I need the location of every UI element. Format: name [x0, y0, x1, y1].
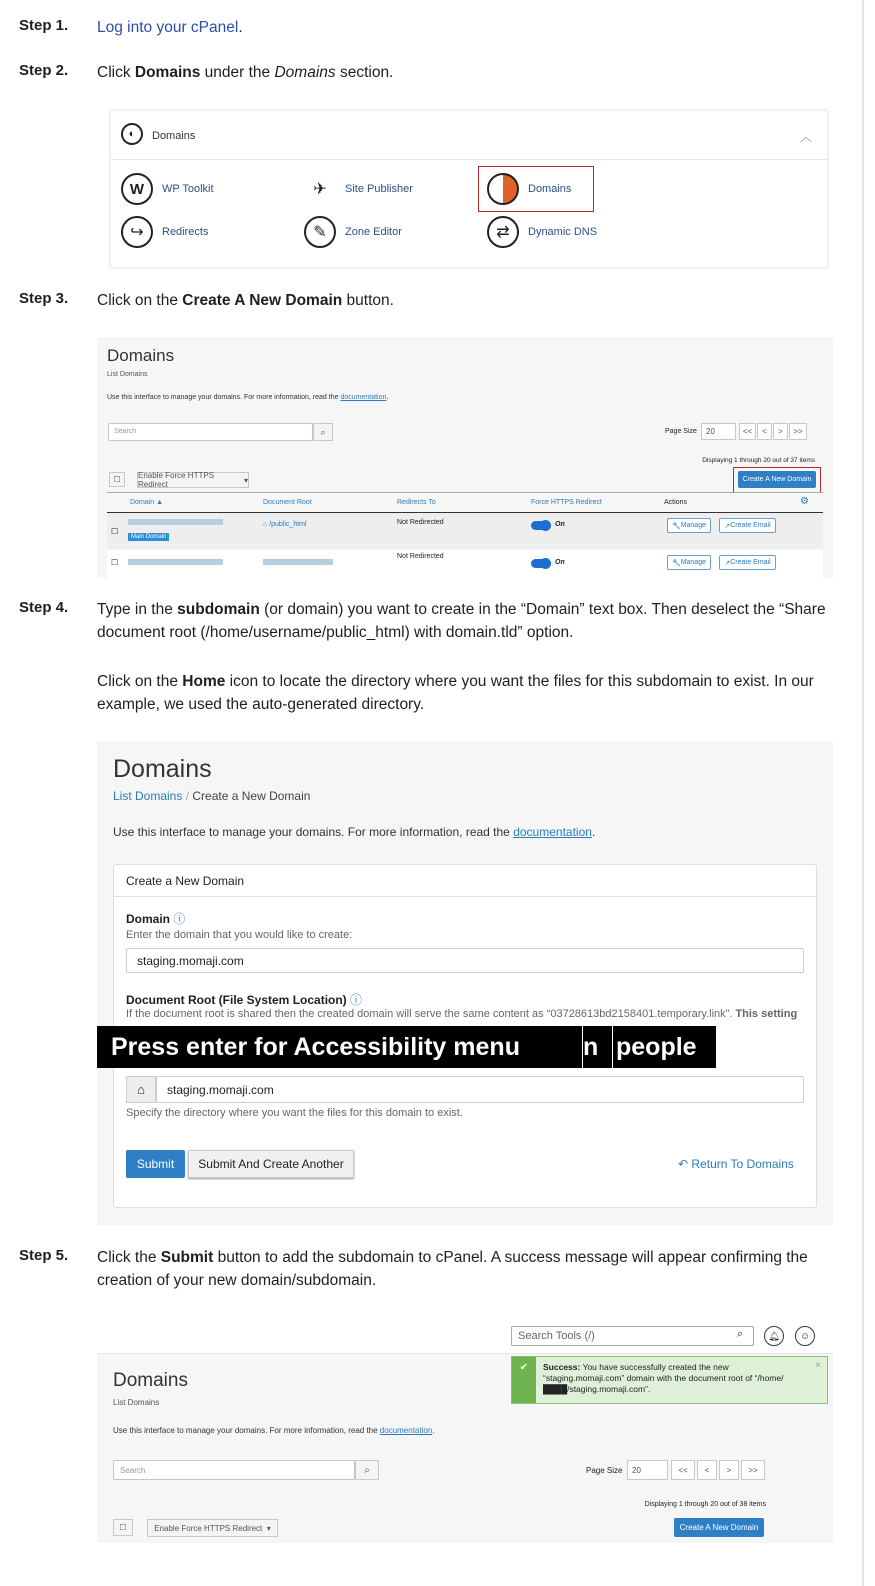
t: Click on the: [97, 673, 183, 690]
create-new-domain-button[interactable]: Create A New Domain: [674, 1518, 764, 1537]
redirect-icon: ↪: [121, 216, 153, 248]
row-checkbox[interactable]: ☐: [111, 527, 119, 536]
step-1-text: [97, 16, 842, 39]
t: n: [582, 1026, 613, 1068]
pager-next[interactable]: >: [719, 1460, 739, 1480]
https-toggle[interactable]: [531, 559, 551, 568]
t: Manage: [680, 522, 706, 529]
col-domain[interactable]: Domain ▲: [130, 499, 163, 506]
t: This setting: [735, 1008, 798, 1020]
submit-button[interactable]: Submit: [126, 1150, 185, 1178]
t: under the: [200, 64, 275, 81]
t: Click the: [97, 1249, 161, 1266]
pager-first[interactable]: <<: [671, 1460, 695, 1480]
help-icon[interactable]: ⓘ: [350, 993, 363, 1007]
step-2-label: Step 2.: [19, 62, 69, 79]
item-zone-editor[interactable]: Zone Editor: [345, 226, 402, 238]
paper-plane-icon: ✈: [313, 181, 327, 198]
step-4-text-2: [97, 670, 842, 716]
page-size-label: Page Size: [665, 428, 697, 435]
screenshot-domains-section: [110, 110, 828, 268]
search-tools-input[interactable]: Search Tools (/): [511, 1326, 754, 1346]
t: Use this interface to manage your domains. For more information, read the: [113, 825, 514, 839]
docroot-help: [126, 1008, 797, 1020]
step-4-label: Step 4.: [19, 599, 69, 616]
page-size-label: Page Size: [586, 1466, 623, 1475]
col-document-root[interactable]: Document Root: [263, 499, 312, 506]
chevron-up-icon[interactable]: ︿: [799, 130, 812, 144]
success-alert: [511, 1356, 828, 1404]
t: button to add the subdomain to cPanel. A success message will appear confirming the creation of your new domain/subdomain.: [97, 1249, 808, 1289]
select-all-checkbox[interactable]: ☐: [113, 1519, 133, 1536]
submit-and-create-another-button[interactable]: Submit And Create Another: [188, 1150, 354, 1178]
return-to-domains-link[interactable]: ↶ Return To Domains: [678, 1157, 794, 1171]
t: /: [185, 789, 190, 803]
manage-button[interactable]: 🔧 Manage: [667, 555, 711, 570]
item-dynamic-dns[interactable]: Dynamic DNS: [528, 226, 598, 238]
panel-title: Create a New Domain: [114, 865, 816, 897]
t: Click on the: [97, 292, 183, 309]
redirect-status: Not Redirected: [397, 553, 444, 560]
divider: [111, 159, 827, 160]
row-checkbox[interactable]: ☐: [111, 558, 119, 567]
t: section.: [335, 64, 394, 81]
t: Domain: [130, 499, 155, 506]
pager-prev[interactable]: <: [697, 1460, 717, 1480]
t: Document Root (File System Location): [126, 993, 347, 1007]
table-row: [107, 513, 823, 549]
t: Domain: [126, 912, 171, 926]
page-scrollbar[interactable]: [862, 0, 864, 1586]
col-redirects-to[interactable]: Redirects To: [397, 499, 436, 506]
table-row: [107, 550, 823, 578]
step-4-text: [97, 598, 842, 644]
documentation-link[interactable]: documentation: [340, 394, 387, 401]
t: /public_html: [269, 521, 307, 528]
t: Type in the: [97, 601, 178, 618]
bell-icon[interactable]: 🔔︎: [764, 1326, 784, 1346]
t: If the document root is shared then the created domain will serve the same content as “03728613bd2158401.temporary.link”.: [126, 1008, 733, 1020]
screenshot-domains-list: [97, 337, 833, 578]
bulk-action-button[interactable]: Enable Force HTTPS Redirect ▾: [138, 471, 248, 489]
t: Success:: [543, 1362, 581, 1372]
t: Home: [182, 673, 226, 690]
step-3-label: Step 3.: [19, 290, 69, 307]
subtitle: List Domains: [107, 371, 148, 378]
screenshot-success: [97, 1318, 833, 1543]
blurred-domain[interactable]: [128, 559, 223, 565]
domain-input[interactable]: staging.momaji.com: [126, 948, 804, 973]
t: Create a New Domain: [192, 789, 311, 803]
breadcrumb-list-domains[interactable]: List Domains: [113, 789, 183, 803]
search-input[interactable]: Search: [113, 1460, 355, 1480]
pager-first[interactable]: <<: [739, 423, 756, 440]
t: Manage: [680, 559, 706, 566]
page-title: Domains: [107, 346, 175, 365]
main-domain-badge: Main Domain: [128, 533, 169, 541]
globe-icon: ◐: [121, 123, 143, 145]
page-size-select[interactable]: 20: [701, 423, 736, 440]
https-state: On: [555, 521, 565, 528]
https-state: On: [555, 559, 565, 566]
create-email-button[interactable]: ↗ Create Email: [719, 518, 776, 533]
t: people: [616, 1032, 697, 1061]
item-wp-toolkit[interactable]: WP Toolkit: [162, 183, 214, 195]
help-icon[interactable]: ⓘ: [173, 912, 186, 926]
create-email-button[interactable]: ↗ Create Email: [719, 555, 776, 570]
col-actions: Actions: [664, 499, 687, 506]
pager-next[interactable]: >: [773, 423, 788, 440]
t: Submit: [160, 1249, 214, 1266]
breadcrumb: [113, 789, 310, 803]
pager-prev[interactable]: <: [757, 423, 772, 440]
manage-button[interactable]: 🔧 Manage: [667, 518, 711, 533]
documentation-link[interactable]: documentation: [513, 825, 592, 839]
t: Use this interface to manage your domains. For more information, read the: [107, 394, 341, 401]
t: button.: [342, 292, 394, 309]
domain-label: [126, 910, 185, 927]
step-3-text: [97, 289, 842, 312]
t: subdomain: [177, 601, 260, 618]
user-icon[interactable]: ☺: [795, 1326, 815, 1346]
t: Create A New Domain: [182, 292, 343, 309]
search-button[interactable]: ⌕: [355, 1460, 379, 1480]
t: Create Email: [730, 522, 771, 529]
home-icon[interactable]: ⌂: [126, 1076, 156, 1103]
search-icon[interactable]: ⌕: [737, 1328, 744, 1340]
doc-root-link[interactable]: ⌂ /public_html: [263, 521, 307, 528]
item-redirects[interactable]: Redirects: [162, 226, 209, 238]
step-5-text: [97, 1246, 842, 1292]
docroot-input[interactable]: staging.momaji.com: [156, 1076, 804, 1103]
t: Use this interface to manage your domains. For more information, read the: [113, 1426, 380, 1435]
subtitle: List Domains: [113, 1398, 160, 1407]
dynamic-dns-icon: ⇄: [487, 216, 519, 248]
intro: Use this interface to manage your domains. For more information, read the documentation.: [107, 394, 389, 401]
t: Return To Domains: [691, 1157, 794, 1171]
t: Enable Force HTTPS Redirect: [138, 471, 215, 489]
section-title: Domains: [152, 130, 196, 142]
page-title: Domains: [113, 1370, 188, 1391]
close-icon[interactable]: ×: [815, 1360, 821, 1371]
t: Domains: [274, 64, 336, 81]
docroot-note: Specify the directory where you want the files for this domain to exist.: [126, 1107, 463, 1119]
page-size-select[interactable]: 20: [627, 1460, 668, 1480]
gear-icon[interactable]: ⚙: [800, 496, 809, 507]
col-force-https[interactable]: Force HTTPS Redirect: [531, 499, 602, 506]
t: Domains: [134, 64, 201, 81]
t: Enable Force HTTPS Redirect: [154, 1523, 263, 1533]
t: (or domain) you want to create in the “Domain” text box. Then deselect the “Share document root (/home/username/public_html) with domain.tld” option.: [97, 601, 826, 641]
https-toggle[interactable]: [531, 521, 551, 530]
pager-last[interactable]: >>: [741, 1460, 765, 1480]
search-input[interactable]: Search: [108, 423, 313, 441]
blurred-domain[interactable]: [128, 519, 223, 525]
step-5-label: Step 5.: [19, 1247, 69, 1264]
screenshot-create-domain: [97, 741, 833, 1225]
intro: Use this interface to manage your domains. For more information, read the documentation.: [113, 1426, 435, 1435]
t: You have successfully created the new “staging.momaji.com” domain with the document root of “/home/████/staging.momaji.com”.: [543, 1362, 784, 1394]
zone-editor-icon: ✎: [304, 216, 336, 248]
page-title: Domains: [113, 755, 212, 783]
pager-last[interactable]: >>: [789, 423, 807, 440]
success-message: [543, 1362, 808, 1395]
domain-help: Enter the domain that you would like to create:: [126, 929, 353, 941]
punct: .: [238, 19, 243, 36]
doc-root-link[interactable]: [263, 559, 333, 565]
redirect-status: Not Redirected: [397, 519, 444, 526]
cpanel-login-link[interactable]: Log into your cPanel: [97, 19, 239, 36]
t: Press enter for Accessibility menu: [111, 1032, 520, 1061]
create-new-domain-button[interactable]: Create A New Domain: [738, 471, 816, 488]
step-1-label: Step 1.: [19, 17, 69, 34]
item-site-publisher[interactable]: Site Publisher: [345, 183, 413, 195]
search-button[interactable]: ⌕: [313, 423, 333, 441]
wordpress-icon: W: [121, 173, 153, 205]
t: Click: [97, 64, 135, 81]
item-domains[interactable]: Domains: [528, 183, 572, 195]
divider: [107, 492, 823, 493]
globe-icon: [487, 173, 519, 205]
check-icon: ✔: [512, 1357, 536, 1403]
displaying-count: Displaying 1 through 20 out of 38 items: [644, 1501, 766, 1508]
documentation-link[interactable]: documentation: [379, 1426, 433, 1435]
accessibility-overlay[interactable]: [97, 1026, 716, 1068]
t: Create Email: [730, 559, 771, 566]
bulk-action-button[interactable]: Enable Force HTTPS Redirect ▾: [147, 1519, 278, 1537]
select-all-checkbox[interactable]: ☐: [109, 472, 125, 487]
displaying-count: Displaying 1 through 20 out of 37 items: [702, 457, 815, 464]
step-2-text: [97, 61, 842, 84]
t: icon to locate the directory where you want the files for this subdomain to exist. In our example, we used the auto-generated directory.: [97, 673, 814, 713]
intro: Use this interface to manage your domains. For more information, read the documentation.: [113, 825, 596, 839]
docroot-label: [126, 991, 362, 1008]
